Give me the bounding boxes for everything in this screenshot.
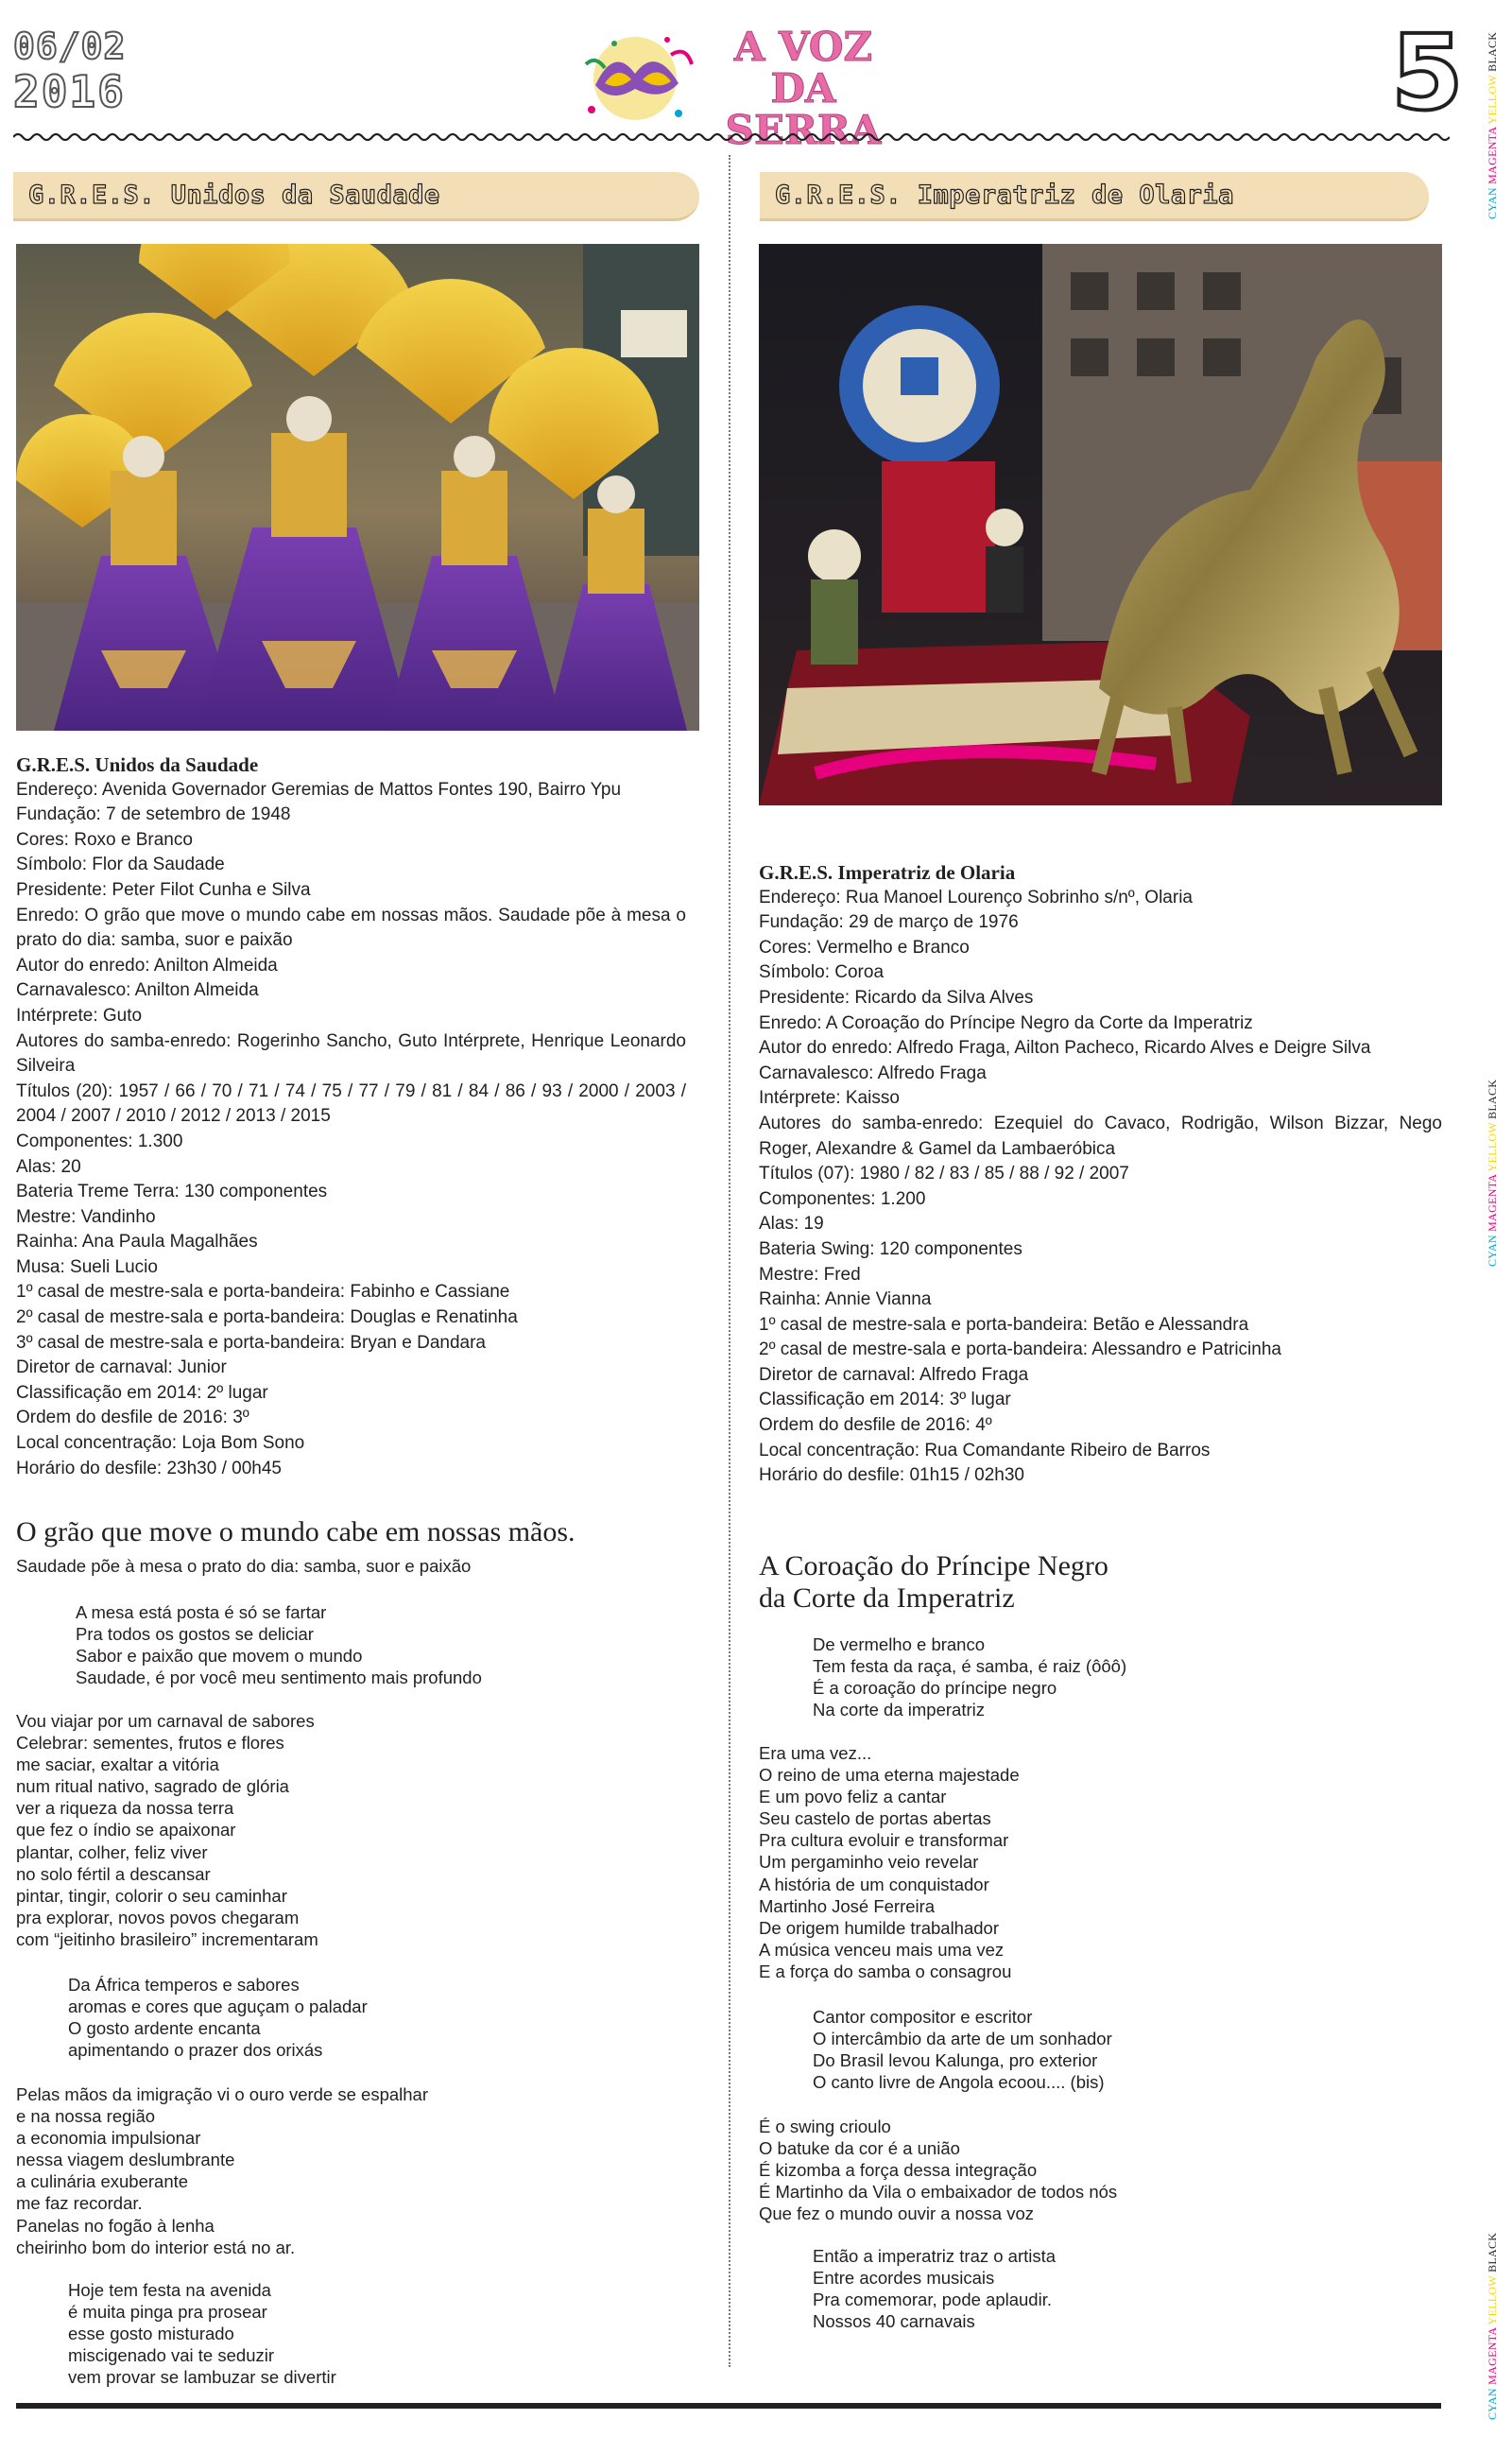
info-drum-section: Bateria Treme Terra: 130 componentes: [16, 1182, 328, 1202]
lyric-line: me saciar, exaltar a vitória: [16, 1754, 219, 1775]
lyrics-stanza: [813, 2245, 1056, 2332]
lyric-line: miscigenado vai te seduzir: [68, 2345, 274, 2366]
info-drum-section: Bateria Swing: 120 componentes: [759, 1238, 1022, 1259]
lyric-line: O gosto ardente encanta: [68, 2018, 261, 2039]
masthead-wavy-rule: [13, 130, 1450, 144]
lyric-line: me faz recordar.: [16, 2193, 143, 2214]
info-colors: Cores: Roxo e Branco: [16, 829, 193, 850]
lyric-line: é muita pinga pra prosear: [68, 2302, 267, 2323]
info-colors: Cores: Vermelho e Branco: [759, 937, 970, 958]
color-registration-bar: CYAN MAGENTA YELLOW BLACK: [1486, 31, 1499, 219]
lyric-line: pintar, tingir, colorir o seu caminhar: [16, 1885, 287, 1906]
info-founded: Fundação: 7 de setembro de 1948: [16, 804, 291, 825]
lyric-line: Entre acordes musicais: [813, 2268, 995, 2289]
lyric-line: O batuke da cor é a união: [759, 2138, 960, 2159]
section-header-label: G.R.E.S. Imperatriz de Olaria: [775, 181, 1234, 210]
info-theme-author: Autor do enredo: Anilton Almeida: [16, 955, 278, 976]
issue-date-year: 2016: [13, 66, 126, 117]
info-samba-authors: Autores do samba-enredo: Rogerinho Sancho, Guto Intérprete, Henrique Leonardo Silveira: [16, 1030, 686, 1077]
lyric-line: Cantor compositor e escritor: [813, 2007, 1033, 2027]
info-queen: Rainha: Annie Vianna: [759, 1289, 932, 1310]
issue-date: [13, 26, 127, 117]
info-drum-master: Mestre: Vandinho: [16, 1206, 156, 1227]
info-members: Componentes: 1.300: [16, 1131, 183, 1151]
info-ranking: Classificação em 2014: 2º lugar: [16, 1382, 268, 1403]
color-registration-bar: CYAN MAGENTA YELLOW BLACK: [1486, 1079, 1499, 1267]
newspaper-logo: [576, 24, 917, 154]
lyric-line: vem provar se lambuzar se divertir: [68, 2367, 336, 2388]
lyric-line: Martinho José Ferreira: [759, 1895, 936, 1916]
lyric-line: A mesa está posta é só se fartar: [76, 1602, 327, 1622]
lyric-line: e na nossa região: [16, 2106, 156, 2127]
info-gathering-place: Local concentração: Loja Bom Sono: [16, 1433, 305, 1454]
lyric-line: Era uma vez...: [759, 1743, 872, 1763]
lyric-line: É o swing crioulo: [759, 2117, 891, 2136]
info-parade-time: Horário do desfile: 23h30 / 00h45: [16, 1458, 282, 1478]
info-carnival-designer: Carnavalesco: Alfredo Fraga: [759, 1063, 987, 1083]
lyric-line: pra explorar, novos povos chegaram: [16, 1907, 300, 1927]
lyric-line: Celebrar: sementes, frutos e flores: [16, 1733, 284, 1754]
info-carnival-designer: Carnavalesco: Anilton Almeida: [16, 980, 259, 1001]
lyric-line: Então a imperatriz traz o artista: [813, 2246, 1057, 2266]
page-number: 5: [1391, 12, 1464, 133]
info-couple-3: 3º casal de mestre-sala e porta-bandeira: Bryan e Dandara: [16, 1332, 486, 1353]
lyric-line: O reino de uma eterna majestade: [759, 1765, 1020, 1786]
lyric-line: nessa viagem deslumbrante: [16, 2150, 235, 2170]
samba-title-line2: da Corte da Imperatriz: [759, 1582, 1015, 1614]
info-ranking: Classificação em 2014: 3º lugar: [759, 1390, 1011, 1410]
lyrics-stanza: [76, 1601, 482, 1688]
info-symbol: Símbolo: Flor da Saudade: [16, 855, 225, 875]
lyric-line: Pra todos os gostos se deliciar: [76, 1624, 314, 1645]
info-titles: Títulos (07): 1980 / 82 / 83 / 85 / 88 / 92 / 2007: [759, 1164, 1129, 1184]
lyric-line: Pelas mãos da imigração vi o ouro verde se espalhar: [16, 2084, 429, 2104]
info-symbol: Símbolo: Coroa: [759, 962, 885, 983]
info-theme: Enredo: O grão que move o mundo cabe em nossas mãos. Saudade põe à mesa o prato do dia: samba, suor e paixão: [16, 905, 686, 951]
lyric-line: Pra cultura evoluir e transformar: [759, 1830, 1009, 1851]
samba-title-unidos: O grão que move o mundo cabe em nossas mãos.: [16, 1516, 576, 1547]
school-info-title: G.R.E.S. Imperatriz de Olaria: [759, 861, 1016, 884]
lyrics-stanza: [813, 2006, 1112, 2093]
lyrics-stanza: [759, 2116, 1117, 2224]
school-info-unidos-da-saudade: [16, 752, 686, 1481]
lyric-line: O intercâmbio da arte de um sonhador: [813, 2029, 1112, 2049]
lyric-line: Hoje tem festa na avenida: [68, 2280, 271, 2300]
lyric-line: Na corte da imperatriz: [813, 1700, 985, 1720]
carnival-float-horse-photo: [759, 244, 1442, 805]
info-theme-author: Autor do enredo: Alfredo Fraga, Ailton Pacheco, Ricardo Alves e Deigre Silva: [759, 1038, 1371, 1059]
info-wings: Alas: 20: [16, 1156, 81, 1177]
lyric-line: Sabor e paixão que movem o mundo: [76, 1646, 363, 1667]
lyric-line: Nossos 40 carnavais: [813, 2311, 975, 2332]
lyrics-stanza: [759, 1742, 1020, 1982]
info-address: Endereço: Avenida Governador Geremias de Mattos Fontes 190, Bairro Ypu: [16, 779, 622, 800]
info-parade-time: Horário do desfile: 01h15 / 02h30: [759, 1465, 1024, 1486]
lyric-line: Um pergaminho veio revelar: [759, 1852, 979, 1873]
samba-title-imperatriz: [759, 1550, 1250, 1615]
newspaper-title-line2: DA SERRA: [725, 65, 882, 154]
info-muse: Musa: Sueli Lucio: [16, 1256, 158, 1277]
column-divider: [729, 155, 730, 2367]
lyric-line: É a coroação do príncipe negro: [813, 1678, 1057, 1699]
samba-title-line1: A Coroação do Príncipe Negro: [759, 1550, 1108, 1581]
info-members: Componentes: 1.200: [759, 1188, 926, 1209]
info-theme: Enredo: A Coroação do Príncipe Negro da Corte da Imperatriz: [759, 1012, 1253, 1033]
lyric-line: a culinária exuberante: [16, 2171, 189, 2192]
lyric-line: A música venceu mais uma vez: [759, 1939, 1005, 1960]
info-couple-2: 2º casal de mestre-sala e porta-bandeira: Alessandro e Patricinha: [759, 1339, 1281, 1360]
lyrics-stanza: [68, 2279, 336, 2388]
info-parade-order: Ordem do desfile de 2016: 3º: [16, 1408, 249, 1428]
school-info-imperatriz-de-olaria: [759, 860, 1442, 1489]
lyrics-stanza: [68, 1974, 368, 2061]
lyric-line: E a força do samba o consagrou: [759, 1961, 1012, 1981]
lyric-line: esse gosto misturado: [68, 2324, 234, 2344]
school-info-title: G.R.E.S. Unidos da Saudade: [16, 753, 259, 776]
lyric-line: Que fez o mundo ouvir a nossa voz: [759, 2203, 1035, 2224]
lyrics-stanza: [16, 2083, 428, 2258]
issue-date-day-month: 06/02: [13, 26, 127, 67]
lyric-line: a economia impulsionar: [16, 2128, 201, 2149]
lyric-line: Do Brasil levou Kalunga, pro exterior: [813, 2050, 1098, 2071]
info-couple-2: 2º casal de mestre-sala e porta-bandeira: Douglas e Renatinha: [16, 1307, 518, 1328]
section-header-label: G.R.E.S. Unidos da Saudade: [28, 181, 440, 210]
lyric-line: A história de um conquistador: [759, 1874, 989, 1894]
lyric-line: Vou viajar por um carnaval de sabores: [16, 1711, 315, 1731]
info-parade-order: Ordem do desfile de 2016: 4º: [759, 1415, 992, 1436]
lyric-line: que fez o índio se apaixonar: [16, 1820, 236, 1840]
lyric-line: É kizomba a força dessa integração: [759, 2160, 1038, 2181]
lyric-line: Saudade, é por você meu sentimento mais profundo: [76, 1668, 482, 1688]
newspaper-title-line1: A VOZ: [733, 24, 873, 70]
info-address: Endereço: Rua Manoel Lourenço Sobrinho s/nº, Olaria: [759, 887, 1193, 907]
color-registration-bar: CYAN MAGENTA YELLOW BLACK: [1486, 2232, 1499, 2420]
info-director: Diretor de carnaval: Alfredo Fraga: [759, 1364, 1029, 1385]
lyric-line: Panelas no fogão à lenha: [16, 2215, 215, 2236]
info-singer: Intérprete: Kaisso: [759, 1088, 900, 1109]
info-director: Diretor de carnaval: Junior: [16, 1357, 227, 1378]
lyric-line: apimentando o prazer dos orixás: [68, 2040, 323, 2061]
info-queen: Rainha: Ana Paula Magalhães: [16, 1232, 258, 1253]
lyric-line: Da África temperos e sabores: [68, 1975, 300, 1995]
lyric-line: De origem humilde trabalhador: [759, 1917, 999, 1938]
lyric-line: Tem festa da raça, é samba, é raiz (ôôô): [813, 1656, 1127, 1677]
lyric-line: cheirinho bom do interior está no ar.: [16, 2237, 296, 2257]
info-titles: Títulos (20): 1957 / 66 / 70 / 71 / 74 / 75 / 77 / 79 / 81 / 84 / 86 / 93 / 2000 / 2003 / 2004 / 2007 / 2010 / 2012 / 2013 / 2015: [16, 1080, 686, 1127]
info-drum-master: Mestre: Fred: [759, 1264, 861, 1285]
lyric-line: com “jeitinho brasileiro” incrementaram: [16, 1928, 318, 1949]
lyric-line: De vermelho e branco: [813, 1634, 986, 1654]
lyric-line: aromas e cores que aguçam o paladar: [68, 1996, 368, 2017]
info-president: Presidente: Ricardo da Silva Alves: [759, 987, 1034, 1008]
info-samba-authors: Autores do samba-enredo: Ezequiel do Cavaco, Rodrigão, Wilson Bizzar, Nego Roger, Alexandre & Gamel da Lambaeróbica: [759, 1113, 1442, 1159]
info-singer: Intérprete: Guto: [16, 1005, 143, 1026]
lyric-line: O canto livre de Angola ecoou.... (bis): [813, 2072, 1105, 2093]
lyric-line: E um povo feliz a cantar: [759, 1787, 947, 1807]
section-header-unidos-da-saudade: [13, 172, 699, 221]
info-founded: Fundação: 29 de março de 1976: [759, 912, 1019, 933]
info-couple-1: 1º casal de mestre-sala e porta-bandeira: Fabinho e Cassiane: [16, 1282, 510, 1303]
lyric-line: Seu castelo de portas abertas: [759, 1808, 991, 1829]
lyric-line: ver a riqueza da nossa terra: [16, 1798, 234, 1819]
footer-rule: [16, 2403, 1441, 2409]
lyric-line: Pra comemorar, pode aplaudir.: [813, 2290, 1052, 2310]
info-president: Presidente: Peter Filot Cunha e Silva: [16, 879, 311, 900]
lyric-line: plantar, colher, feliz viver: [16, 1841, 208, 1862]
carnival-dancers-photo: [16, 244, 699, 731]
info-gathering-place: Local concentração: Rua Comandante Ribeiro de Barros: [759, 1440, 1211, 1460]
info-couple-1: 1º casal de mestre-sala e porta-bandeira: Betão e Alessandra: [759, 1314, 1249, 1335]
samba-subtitle-unidos: Saudade põe à mesa o prato do dia: samba, suor e paixão: [16, 1556, 472, 1576]
lyric-line: no solo fértil a descansar: [16, 1863, 211, 1884]
lyric-line: É Martinho da Vila o embaixador de todos nós: [759, 2182, 1118, 2203]
lyrics-stanza: [813, 1633, 1126, 1720]
carnival-mask-icon: [576, 26, 699, 126]
info-wings: Alas: 19: [759, 1214, 824, 1235]
lyrics-stanza: [16, 1710, 318, 1950]
lyric-line: num ritual nativo, sagrado de glória: [16, 1776, 289, 1797]
section-header-imperatriz-de-olaria: [760, 172, 1429, 221]
